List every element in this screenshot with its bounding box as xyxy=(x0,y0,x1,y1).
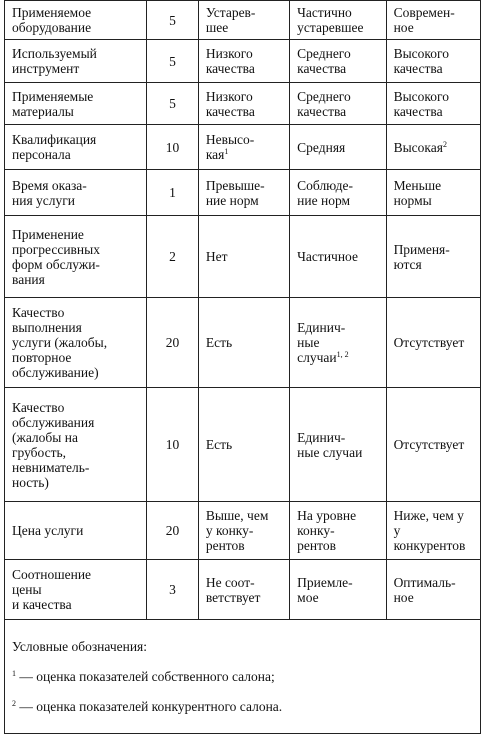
mid-level-cell: Частично устаревшее xyxy=(290,1,386,40)
table-row xyxy=(5,502,481,560)
table-row xyxy=(5,40,481,83)
high-level-cell: Отсутствует xyxy=(386,298,480,388)
mid-level-cell: Соблюде- ние норм xyxy=(290,170,386,216)
table-body xyxy=(5,1,481,734)
high-level-cell: Применя- ются xyxy=(386,216,480,298)
high-level-cell: Отсутствует xyxy=(386,388,480,502)
legend-note-text: — оценка показателей собственного салона; xyxy=(16,669,275,684)
high-level-cell: Современ- ное xyxy=(386,1,480,40)
document xyxy=(4,0,481,734)
table-row xyxy=(5,216,481,298)
criterion-cell: Применяемое оборудование xyxy=(5,1,147,40)
high-level-cell xyxy=(386,125,480,170)
low-level-cell xyxy=(198,125,289,170)
criterion-cell: Время оказа- ния услуги xyxy=(5,170,147,216)
weight-cell: 20 xyxy=(147,298,199,388)
weight-cell: 10 xyxy=(147,388,199,502)
mid-level-cell: Средняя xyxy=(290,125,386,170)
low-level-cell: Низкого качества xyxy=(198,83,289,125)
weight-cell: 20 xyxy=(147,502,199,560)
mid-level-cell: На уровне конку- рентов xyxy=(290,502,386,560)
weight-cell: 5 xyxy=(147,1,199,40)
mid-level-cell xyxy=(290,298,386,388)
high-level-cell: Ниже, чем у у конкурентов xyxy=(386,502,480,560)
footnote-mark: 1 xyxy=(224,147,229,156)
legend-title: Условные обозначения: xyxy=(12,639,148,654)
criterion-cell: Соотношение цены и качества xyxy=(5,560,147,620)
mid-level-cell: Приемле- мое xyxy=(290,560,386,620)
weight-cell: 10 xyxy=(147,125,199,170)
mid-level-text: Единич- ные случаи xyxy=(297,320,346,365)
high-level-cell: Высокого качества xyxy=(386,40,480,83)
low-level-cell: Устарев- шее xyxy=(198,1,289,40)
mid-level-cell: Единич- ные случаи xyxy=(290,388,386,502)
table-row xyxy=(5,170,481,216)
mid-level-cell: Среднего качества xyxy=(290,83,386,125)
footnote-mark: 1 xyxy=(12,669,16,678)
low-level-cell: Есть xyxy=(198,298,289,388)
high-level-cell: Меньше нормы xyxy=(386,170,480,216)
low-level-cell: Есть xyxy=(198,388,289,502)
low-level-cell: Не соот- ветствует xyxy=(198,560,289,620)
criterion-cell: Качество обслуживания (жалобы на грубость, невниматель- ность) xyxy=(5,388,147,502)
weight-cell: 1 xyxy=(147,170,199,216)
weight-cell: 5 xyxy=(147,83,199,125)
table-row xyxy=(5,298,481,388)
evaluation-table xyxy=(4,0,481,734)
weight-cell: 2 xyxy=(147,216,199,298)
footnote-mark: 1, 2 xyxy=(336,350,349,359)
criterion-cell: Применяемые материалы xyxy=(5,83,147,125)
mid-level-cell: Среднего качества xyxy=(290,40,386,83)
legend-cell xyxy=(5,620,481,734)
high-level-cell: Высокого качества xyxy=(386,83,480,125)
low-level-cell: Превыше- ние норм xyxy=(198,170,289,216)
high-level-text: Высокая xyxy=(393,139,443,155)
weight-cell: 5 xyxy=(147,40,199,83)
legend-note-2 xyxy=(12,699,473,714)
criterion-cell: Квалификация персонала xyxy=(5,125,147,170)
low-level-cell: Выше, чем у конку- рентов xyxy=(198,502,289,560)
weight-cell: 3 xyxy=(147,560,199,620)
table-row xyxy=(5,388,481,502)
low-level-cell: Низкого качества xyxy=(198,40,289,83)
footnote-mark: 2 xyxy=(442,139,447,149)
table-row xyxy=(5,560,481,620)
low-level-cell: Нет xyxy=(198,216,289,298)
criterion-cell: Качество выполнения услуги (жалобы, повторное обслуживание) xyxy=(5,298,147,388)
mid-level-cell: Частичное xyxy=(290,216,386,298)
table-row xyxy=(5,1,481,40)
legend-note-text: — оценка показателей конкурентного салона. xyxy=(16,699,283,714)
high-level-cell: Оптималь- ное xyxy=(386,560,480,620)
criterion-cell: Используемый инструмент xyxy=(5,40,147,83)
criterion-cell: Применение прогрессивных форм обслужи- вания xyxy=(5,216,147,298)
table-row xyxy=(5,125,481,170)
legend-row xyxy=(5,620,481,734)
table-row xyxy=(5,83,481,125)
low-level-text: Невысо- кая xyxy=(205,132,255,162)
criterion-cell: Цена услуги xyxy=(5,502,147,560)
legend-note-1 xyxy=(12,669,473,684)
footnote-mark: 2 xyxy=(12,699,16,708)
